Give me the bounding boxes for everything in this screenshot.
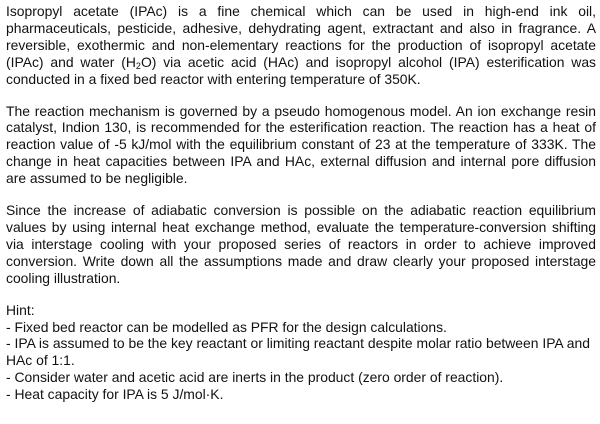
- hint-title: Hint:: [6, 301, 35, 318]
- paragraph-spacer: [6, 187, 596, 202]
- water-subscript: 2: [135, 60, 141, 71]
- paragraph-spacer: [6, 88, 596, 103]
- hint-item-inerts: - Consider water and acetic acid are inerts in the product (zero order of reaction).: [6, 369, 504, 386]
- paragraph-spacer: [6, 287, 596, 302]
- intro-text-part-1: Isopropyl acetate (IPAc) is a fine chemical which can be used in high-end ink oil, pharmaceuticals, pesticide, adhesive, dehydrating agent, extractant and also in fragrance. A reversible, exothermic and non-elementary reactions for the production of isopropyl acetate (IPAc) and water (H: [6, 3, 596, 70]
- hint-item-heat-capacity: - Heat capacity for IPA is 5 J/mol·K.: [6, 386, 224, 403]
- intro-paragraph: [6, 3, 596, 88]
- hint-item-key-reactant: - IPA is assumed to be the key reactant or limiting reactant despite molar ratio between IPA and HAc of 1:1.: [6, 335, 590, 369]
- task-paragraph: Since the increase of adiabatic conversion is possible on the adiabatic reaction equilibrium values by using internal heat exchange method, evaluate the temperature-conversion shifting via interstage cooling with your proposed series of reactors in order to achieve improved conversion. Write down all the assumptions made and draw clearly your proposed interstage cooling illustration.: [6, 202, 596, 286]
- mechanism-paragraph: The reaction mechanism is governed by a pseudo homogenous model. An ion exchange resin catalyst, Indion 130, is recommended for the esterification reaction. The reaction has a heat of reaction value of -5 kJ/mol with the equilibrium constant of 23 at the temperature of 333K. The change in heat capacities between IPA and HAc, external diffusion and internal pore diffusion are assumed to be negligible.: [6, 102, 596, 187]
- document-body: [6, 3, 596, 403]
- intro-text-part-2: O) via acetic acid (HAc) and isopropyl alcohol (IPA) esterification was conducted in a fixed bed reactor with entering temperature of 350K.: [6, 53, 596, 87]
- hint-section: [6, 302, 596, 403]
- hint-item-pfr: - Fixed bed reactor can be modelled as PFR for the design calculations.: [6, 318, 447, 335]
